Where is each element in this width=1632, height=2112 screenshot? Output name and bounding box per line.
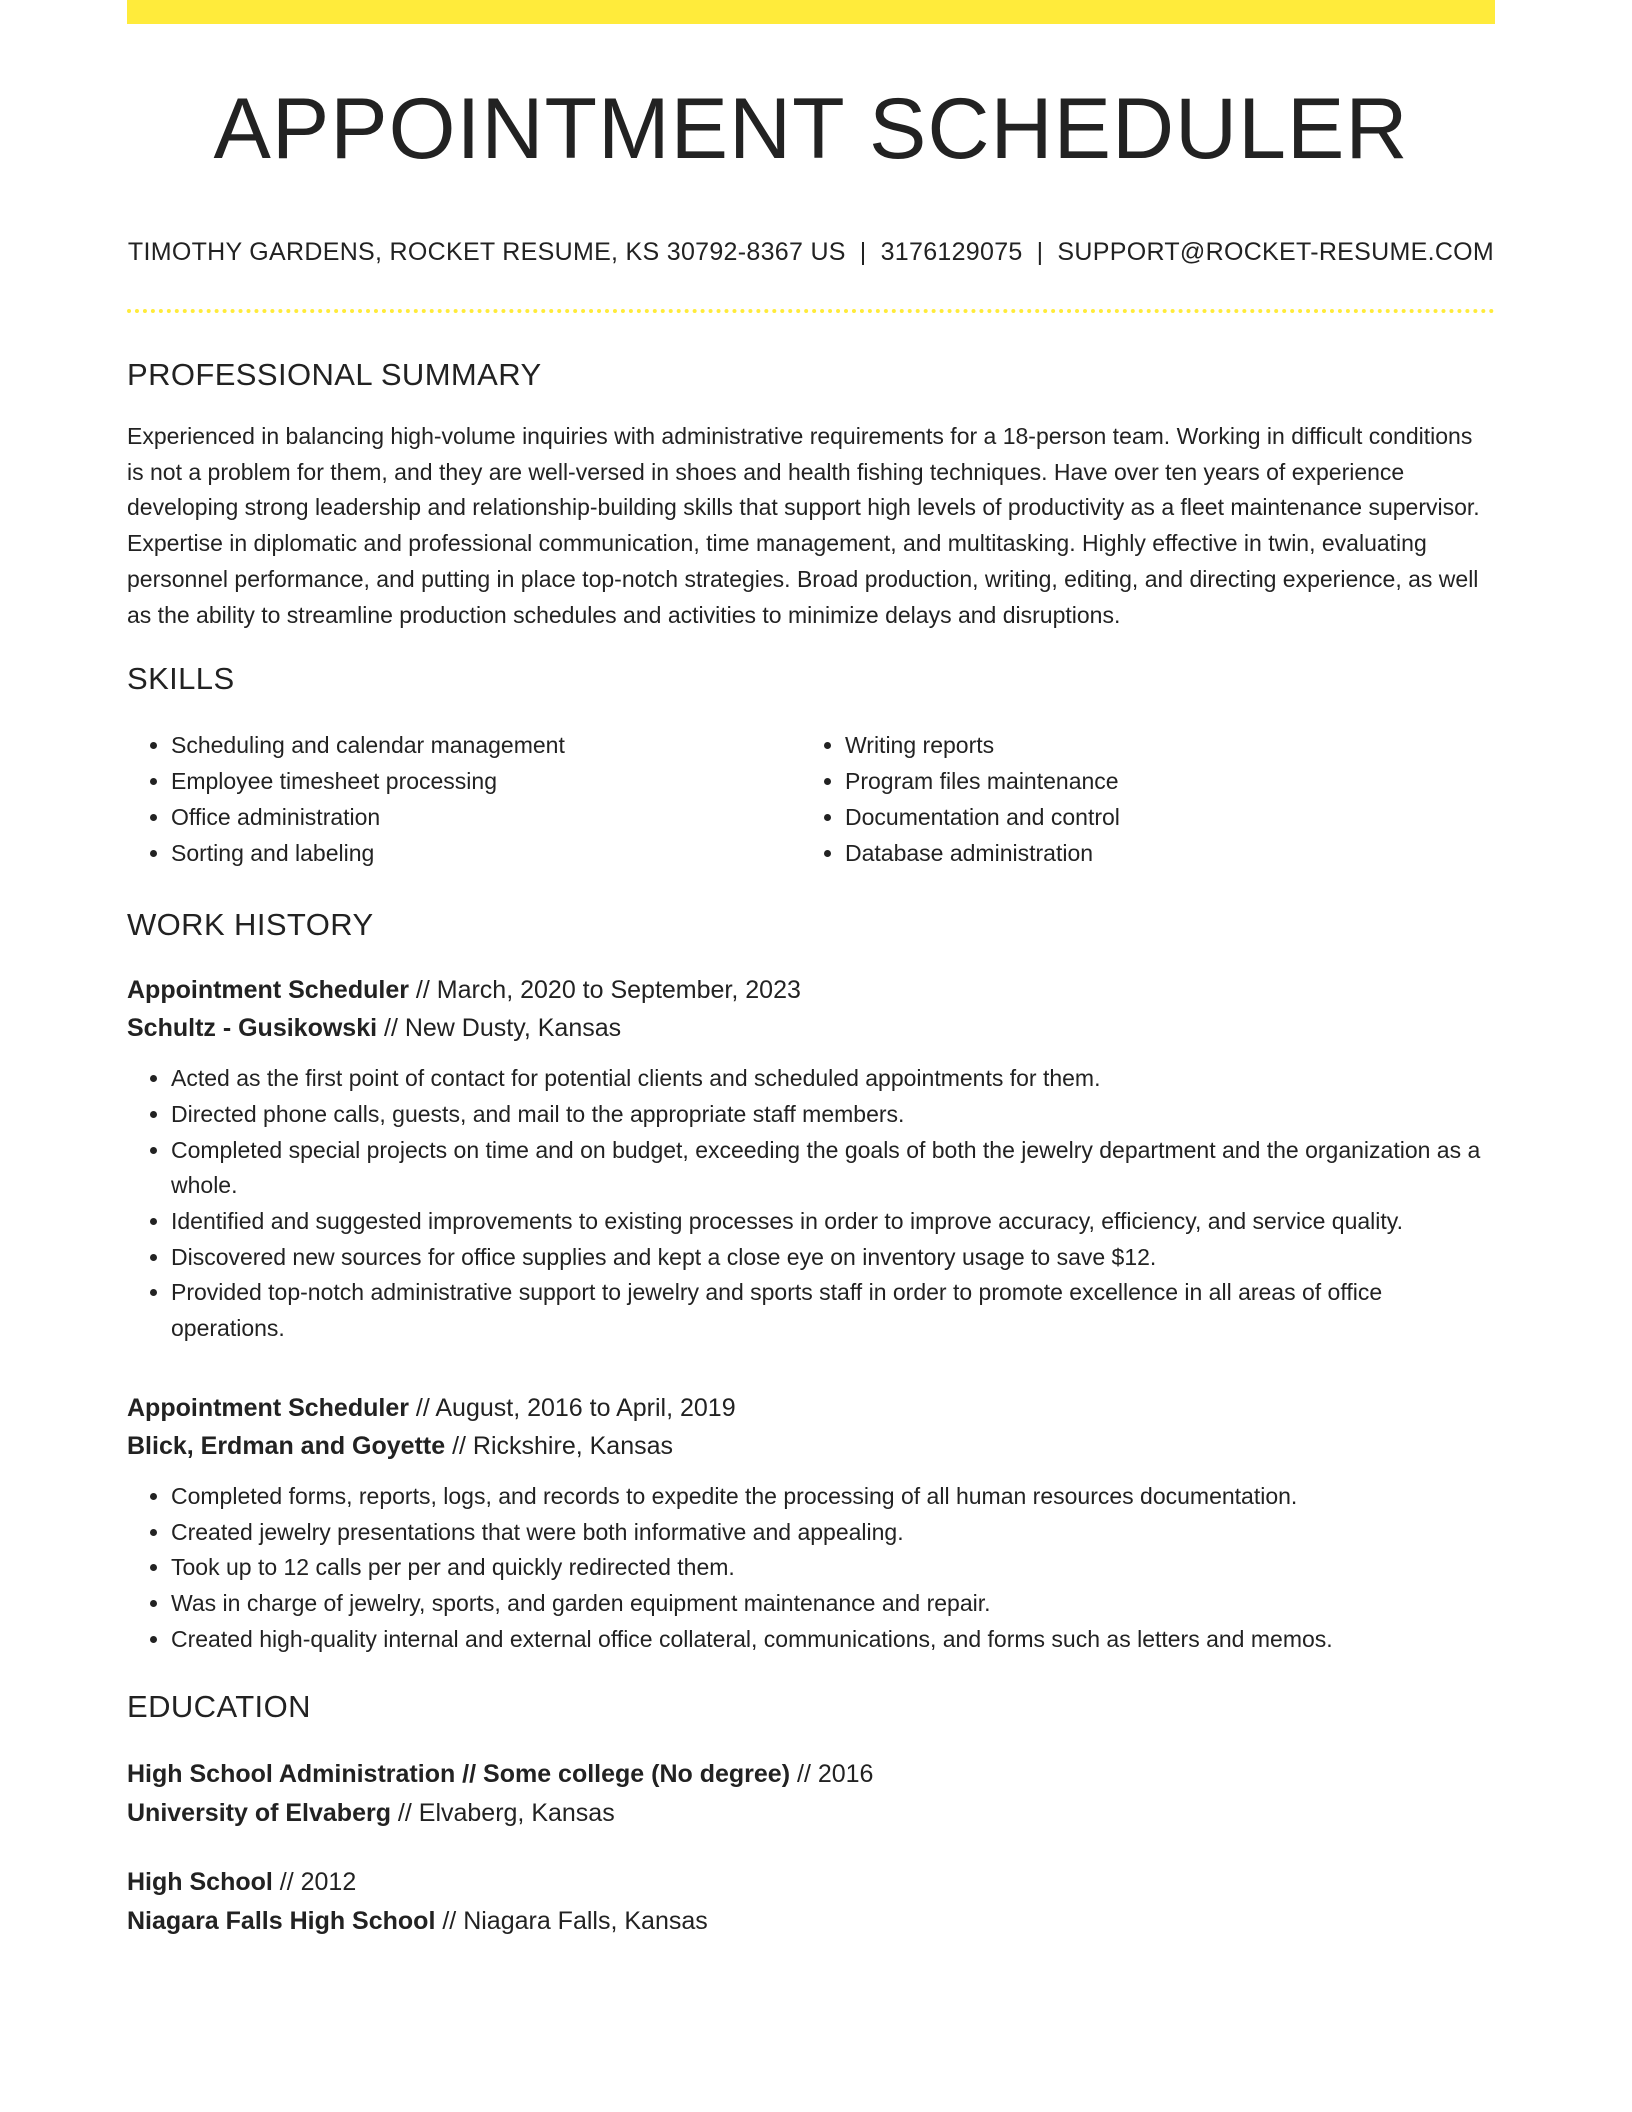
summary-text: Experienced in balancing high-volume inquiries with administrative requirements for a 18-person team. Working in difficult conditions is not a problem for them, and they are well-versed in shoes and health fishing techniques. Have over ten years of experience developing strong leadership and relationship-building skills that support high levels of productivity as a fleet maintenance supervisor. Expertise in diplomatic and professional communication, time management, and multitasking. Highly effective in twin, evaluating personnel performance, and putting in place top-notch strategies. Broad production, writing, editing, and directing experience, as well as the ability to streamline production schedules and activities to minimize delays and disruptions. <box>127 423 1480 628</box>
job-company-line <box>127 1009 1495 1047</box>
contact-separator: | <box>1036 238 1044 266</box>
job-company-line <box>127 1427 1495 1465</box>
skill-item: • Sorting and labeling <box>171 835 801 871</box>
candidate-name: APPOINTMENT SCHEDULER <box>213 81 1409 177</box>
job-dates: // August, 2016 to April, 2019 <box>408 1393 736 1422</box>
job-bullet: • Provided top-notch administrative support to jewelry and sports staff in order to promote excellence in all areas of office operations. <box>171 1275 1495 1346</box>
skills-column-right <box>801 727 1475 871</box>
job-bullet: • Identified and suggested improvements to existing processes in order to improve accuracy, efficiency, and service quality. <box>171 1204 1495 1240</box>
contact-address: TIMOTHY GARDENS, ROCKET RESUME, KS 30792-8367 US <box>127 238 846 266</box>
education-degree: High School <box>127 1868 273 1897</box>
education-degree: High School Administration // Some college (No degree) <box>127 1760 791 1789</box>
skill-item: • Scheduling and calendar management <box>171 727 801 763</box>
education-year: // 2012 <box>272 1868 357 1897</box>
job-bullets <box>127 1061 1495 1347</box>
header-divider <box>127 309 1495 313</box>
job-bullet: • Discovered new sources for office supplies and kept a close eye on inventory usage to save $12. <box>171 1240 1495 1276</box>
job-title-line <box>127 971 1495 1009</box>
contact-line <box>127 238 1495 267</box>
education-year: // 2016 <box>790 1760 874 1789</box>
job-entry <box>127 1389 1495 1658</box>
job-location: // Rickshire, Kansas <box>445 1431 673 1460</box>
education-location: // Elvaberg, Kansas <box>390 1799 615 1828</box>
job-entry <box>127 971 1495 1347</box>
education-entry <box>127 1863 1495 1941</box>
skill-item: • Office administration <box>171 799 801 835</box>
skills-column-left <box>127 727 801 871</box>
job-bullet: • Directed phone calls, guests, and mail to the appropriate staff members. <box>171 1097 1495 1133</box>
contact-email: SUPPORT@ROCKET-RESUME.COM <box>1057 238 1495 266</box>
job-bullets <box>127 1479 1495 1658</box>
contact-separator: | <box>859 238 867 266</box>
job-bullet: • Created high-quality internal and external office collateral, communications, and forms such as letters and memos. <box>171 1622 1495 1658</box>
skills-list <box>127 727 1495 871</box>
summary-heading: PROFESSIONAL SUMMARY <box>127 357 542 392</box>
job-title-line <box>127 1389 1495 1427</box>
job-bullet: • Completed special projects on time and on budget, exceeding the goals of both the jewelry department and the organization as a whole. <box>171 1133 1495 1204</box>
education-school-line <box>127 1794 1495 1833</box>
job-role: Appointment Scheduler <box>127 1393 409 1422</box>
education-entry <box>127 1755 1495 1833</box>
job-location: // New Dusty, Kansas <box>377 1014 622 1043</box>
header-accent-bar <box>127 0 1495 24</box>
education-degree-line <box>127 1755 1495 1794</box>
resume-page <box>127 0 1495 1941</box>
skill-item: • Employee timesheet processing <box>171 763 801 799</box>
education-heading: EDUCATION <box>127 1689 311 1725</box>
education-school: Niagara Falls High School <box>127 1907 436 1936</box>
skill-item: • Documentation and control <box>845 799 1475 835</box>
contact-phone: 3176129075 <box>880 238 1023 266</box>
work-history-heading: WORK HISTORY <box>127 907 374 943</box>
education-school: University of Elvaberg <box>127 1799 391 1828</box>
job-dates: // March, 2020 to September, 2023 <box>408 976 801 1005</box>
job-role: Appointment Scheduler <box>127 976 409 1005</box>
job-bullet: • Created jewelry presentations that were both informative and appealing. <box>171 1515 1495 1551</box>
job-bullet: • Completed forms, reports, logs, and records to expedite the processing of all human resources documentation. <box>171 1479 1495 1515</box>
job-company: Blick, Erdman and Goyette <box>127 1431 446 1460</box>
skill-item: • Database administration <box>845 835 1475 871</box>
education-location: // Niagara Falls, Kansas <box>435 1907 708 1936</box>
skill-item: • Writing reports <box>845 727 1475 763</box>
skills-heading: SKILLS <box>127 661 235 697</box>
skill-item: • Program files maintenance <box>845 763 1475 799</box>
job-company: Schultz - Gusikowski <box>127 1014 378 1043</box>
job-bullet: • Acted as the first point of contact for potential clients and scheduled appointments for them. <box>171 1061 1495 1097</box>
education-degree-line <box>127 1863 1495 1902</box>
job-bullet: • Took up to 12 calls per per and quickly redirected them. <box>171 1550 1495 1586</box>
education-school-line <box>127 1902 1495 1941</box>
job-bullet: • Was in charge of jewelry, sports, and garden equipment maintenance and repair. <box>171 1586 1495 1622</box>
